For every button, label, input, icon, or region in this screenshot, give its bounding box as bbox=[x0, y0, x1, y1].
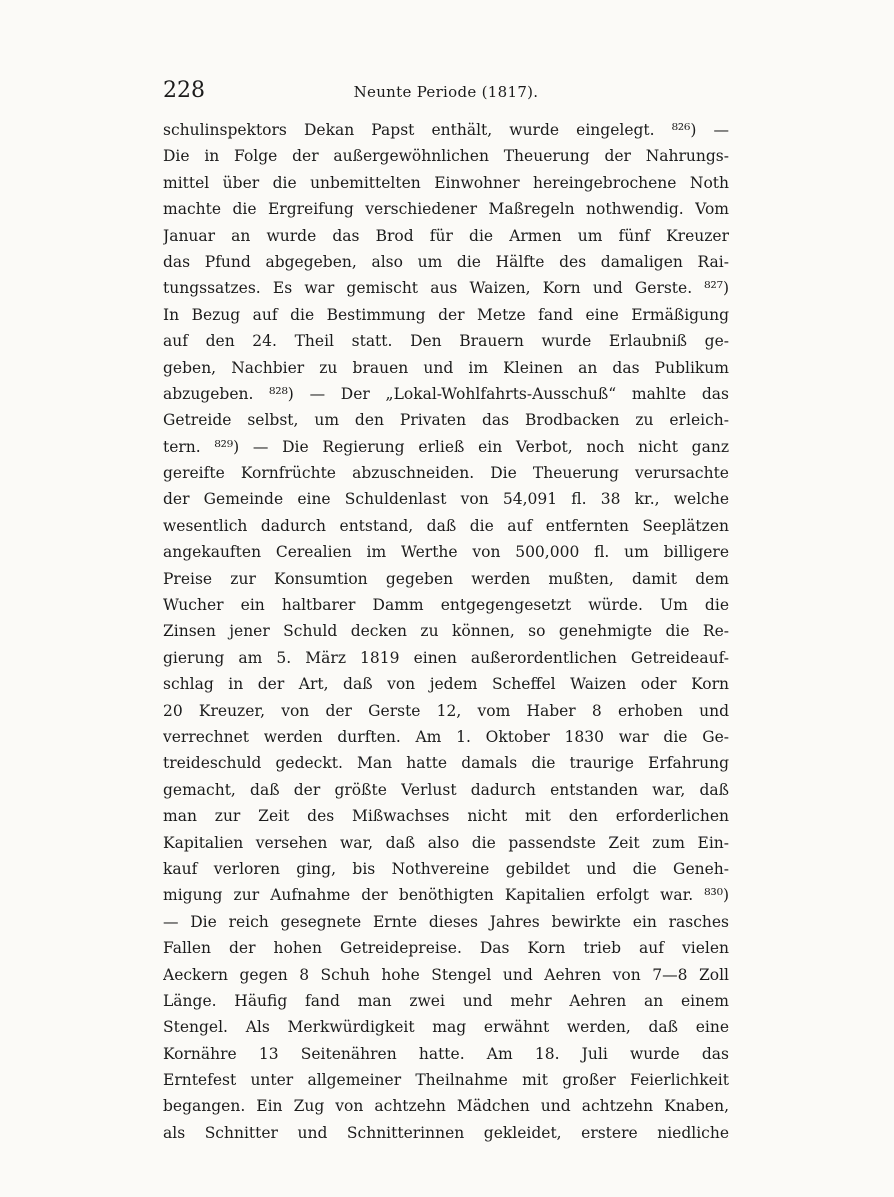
text-line: 20 Kreuzer, von der Gerste 12, vom Haber 8 erhoben und bbox=[163, 701, 729, 720]
text-line: wesentlich dadurch entstand, daß die auf entfernten Seeplätzen bbox=[163, 516, 729, 535]
text-line: — Die reich gesegnete Ernte dieses Jahres bewirkte ein rasches bbox=[163, 912, 729, 931]
text-line: verrechnet werden durften. Am 1. Oktober 1830 war die Ge- bbox=[163, 727, 729, 746]
text-line: Zinsen jener Schuld decken zu können, so genehmigte die Re- bbox=[163, 622, 729, 641]
text-line: gierung am 5. März 1819 einen außerordentlichen Getreideauf- bbox=[163, 648, 729, 667]
text-line: migung zur Aufnahme der benöthigten Kapitalien erfolgt war. ⁸³⁰) bbox=[163, 886, 729, 905]
text-line: auf den 24. Theil statt. Den Brauern wurde Erlaubniß ge- bbox=[163, 332, 729, 351]
text-line: Erntefest unter allgemeiner Theilnahme mit großer Feierlichkeit bbox=[163, 1071, 729, 1090]
text-line: der Gemeinde eine Schuldenlast von 54,091 fl. 38 kr., welche bbox=[163, 490, 729, 509]
text-line: tungssatzes. Es war gemischt aus Waizen, Korn und Gerste. ⁸²⁷) bbox=[163, 279, 729, 298]
text-line: machte die Ergreifung verschiedener Maßregeln nothwendig. Vom bbox=[163, 200, 729, 219]
text-line: begangen. Ein Zug von achtzehn Mädchen und achtzehn Knaben, bbox=[163, 1097, 729, 1116]
text-line: In Bezug auf die Bestimmung der Metze fand eine Ermäßigung bbox=[163, 305, 729, 324]
text-line: Länge. Häufig fand man zwei und mehr Aehren an einem bbox=[163, 991, 729, 1010]
text-line: als Schnitter und Schnitterinnen gekleidet, erstere niedliche bbox=[163, 1123, 729, 1142]
text-line: Kapitalien versehen war, daß also die passendste Zeit zum Ein- bbox=[163, 833, 729, 852]
text-line: gereifte Kornfrüchte abzuschneiden. Die Theuerung verursachte bbox=[163, 464, 729, 483]
text-line: Wucher ein haltbarer Damm entgegengesetzt würde. Um die bbox=[163, 596, 729, 615]
text-line: mittel über die unbemittelten Einwohner hereingebrochene Noth bbox=[163, 173, 729, 192]
text-line: treideschuld gedeckt. Man hatte damals die traurige Erfahrung bbox=[163, 754, 729, 773]
text-line: kauf verloren ging, bis Nothvereine gebildet und die Geneh- bbox=[163, 859, 729, 878]
text-line: Die in Folge der außergewöhnlichen Theuerung der Nahrungs- bbox=[163, 147, 729, 166]
text-line: Aeckern gegen 8 Schuh hohe Stengel und Aehren von 7—8 Zoll bbox=[163, 965, 729, 984]
text-line: man zur Zeit des Mißwachses nicht mit den erforderlichen bbox=[163, 807, 729, 826]
body-text bbox=[163, 117, 729, 1146]
text-line: Januar an wurde das Brod für die Armen um fünf Kreuzer bbox=[163, 226, 729, 245]
text-line: Preise zur Konsumtion gegeben werden mußten, damit dem bbox=[163, 569, 729, 588]
text-line: Getreide selbst, um den Privaten das Brodbacken zu erleich- bbox=[163, 411, 729, 430]
text-line: schulinspektors Dekan Papst enthält, wurde eingelegt. ⁸²⁶) — bbox=[163, 121, 729, 139]
text-line: geben, Nachbier zu brauen und im Kleinen an das Publikum bbox=[163, 358, 729, 377]
text-line: Fallen der hohen Getreidepreise. Das Korn trieb auf vielen bbox=[163, 939, 729, 958]
text-line: tern. ⁸²⁹) — Die Regierung erließ ein Verbot, noch nicht ganz bbox=[163, 437, 729, 456]
page-number: 228 bbox=[163, 78, 205, 103]
text-line: angekauften Cerealien im Werthe von 500,000 fl. um billigere bbox=[163, 543, 729, 562]
running-head: Neunte Periode (1817). bbox=[353, 83, 539, 101]
text-line: Stengel. Als Merkwürdigkeit mag erwähnt werden, daß eine bbox=[163, 1018, 729, 1037]
text-line: abzugeben. ⁸²⁸) — Der „Lokal-Wohlfahrts-Ausschuß“ mahlte das bbox=[163, 384, 729, 403]
page-header bbox=[163, 76, 729, 106]
text-line: gemacht, daß der größte Verlust dadurch entstanden war, daß bbox=[163, 780, 729, 799]
text-line: Kornähre 13 Seitenähren hatte. Am 18. Juli wurde das bbox=[163, 1044, 729, 1063]
text-line: das Pfund abgegeben, also um die Hälfte des damaligen Rai- bbox=[163, 252, 729, 271]
text-line: schlag in der Art, daß von jedem Scheffel Waizen oder Korn bbox=[163, 675, 729, 694]
